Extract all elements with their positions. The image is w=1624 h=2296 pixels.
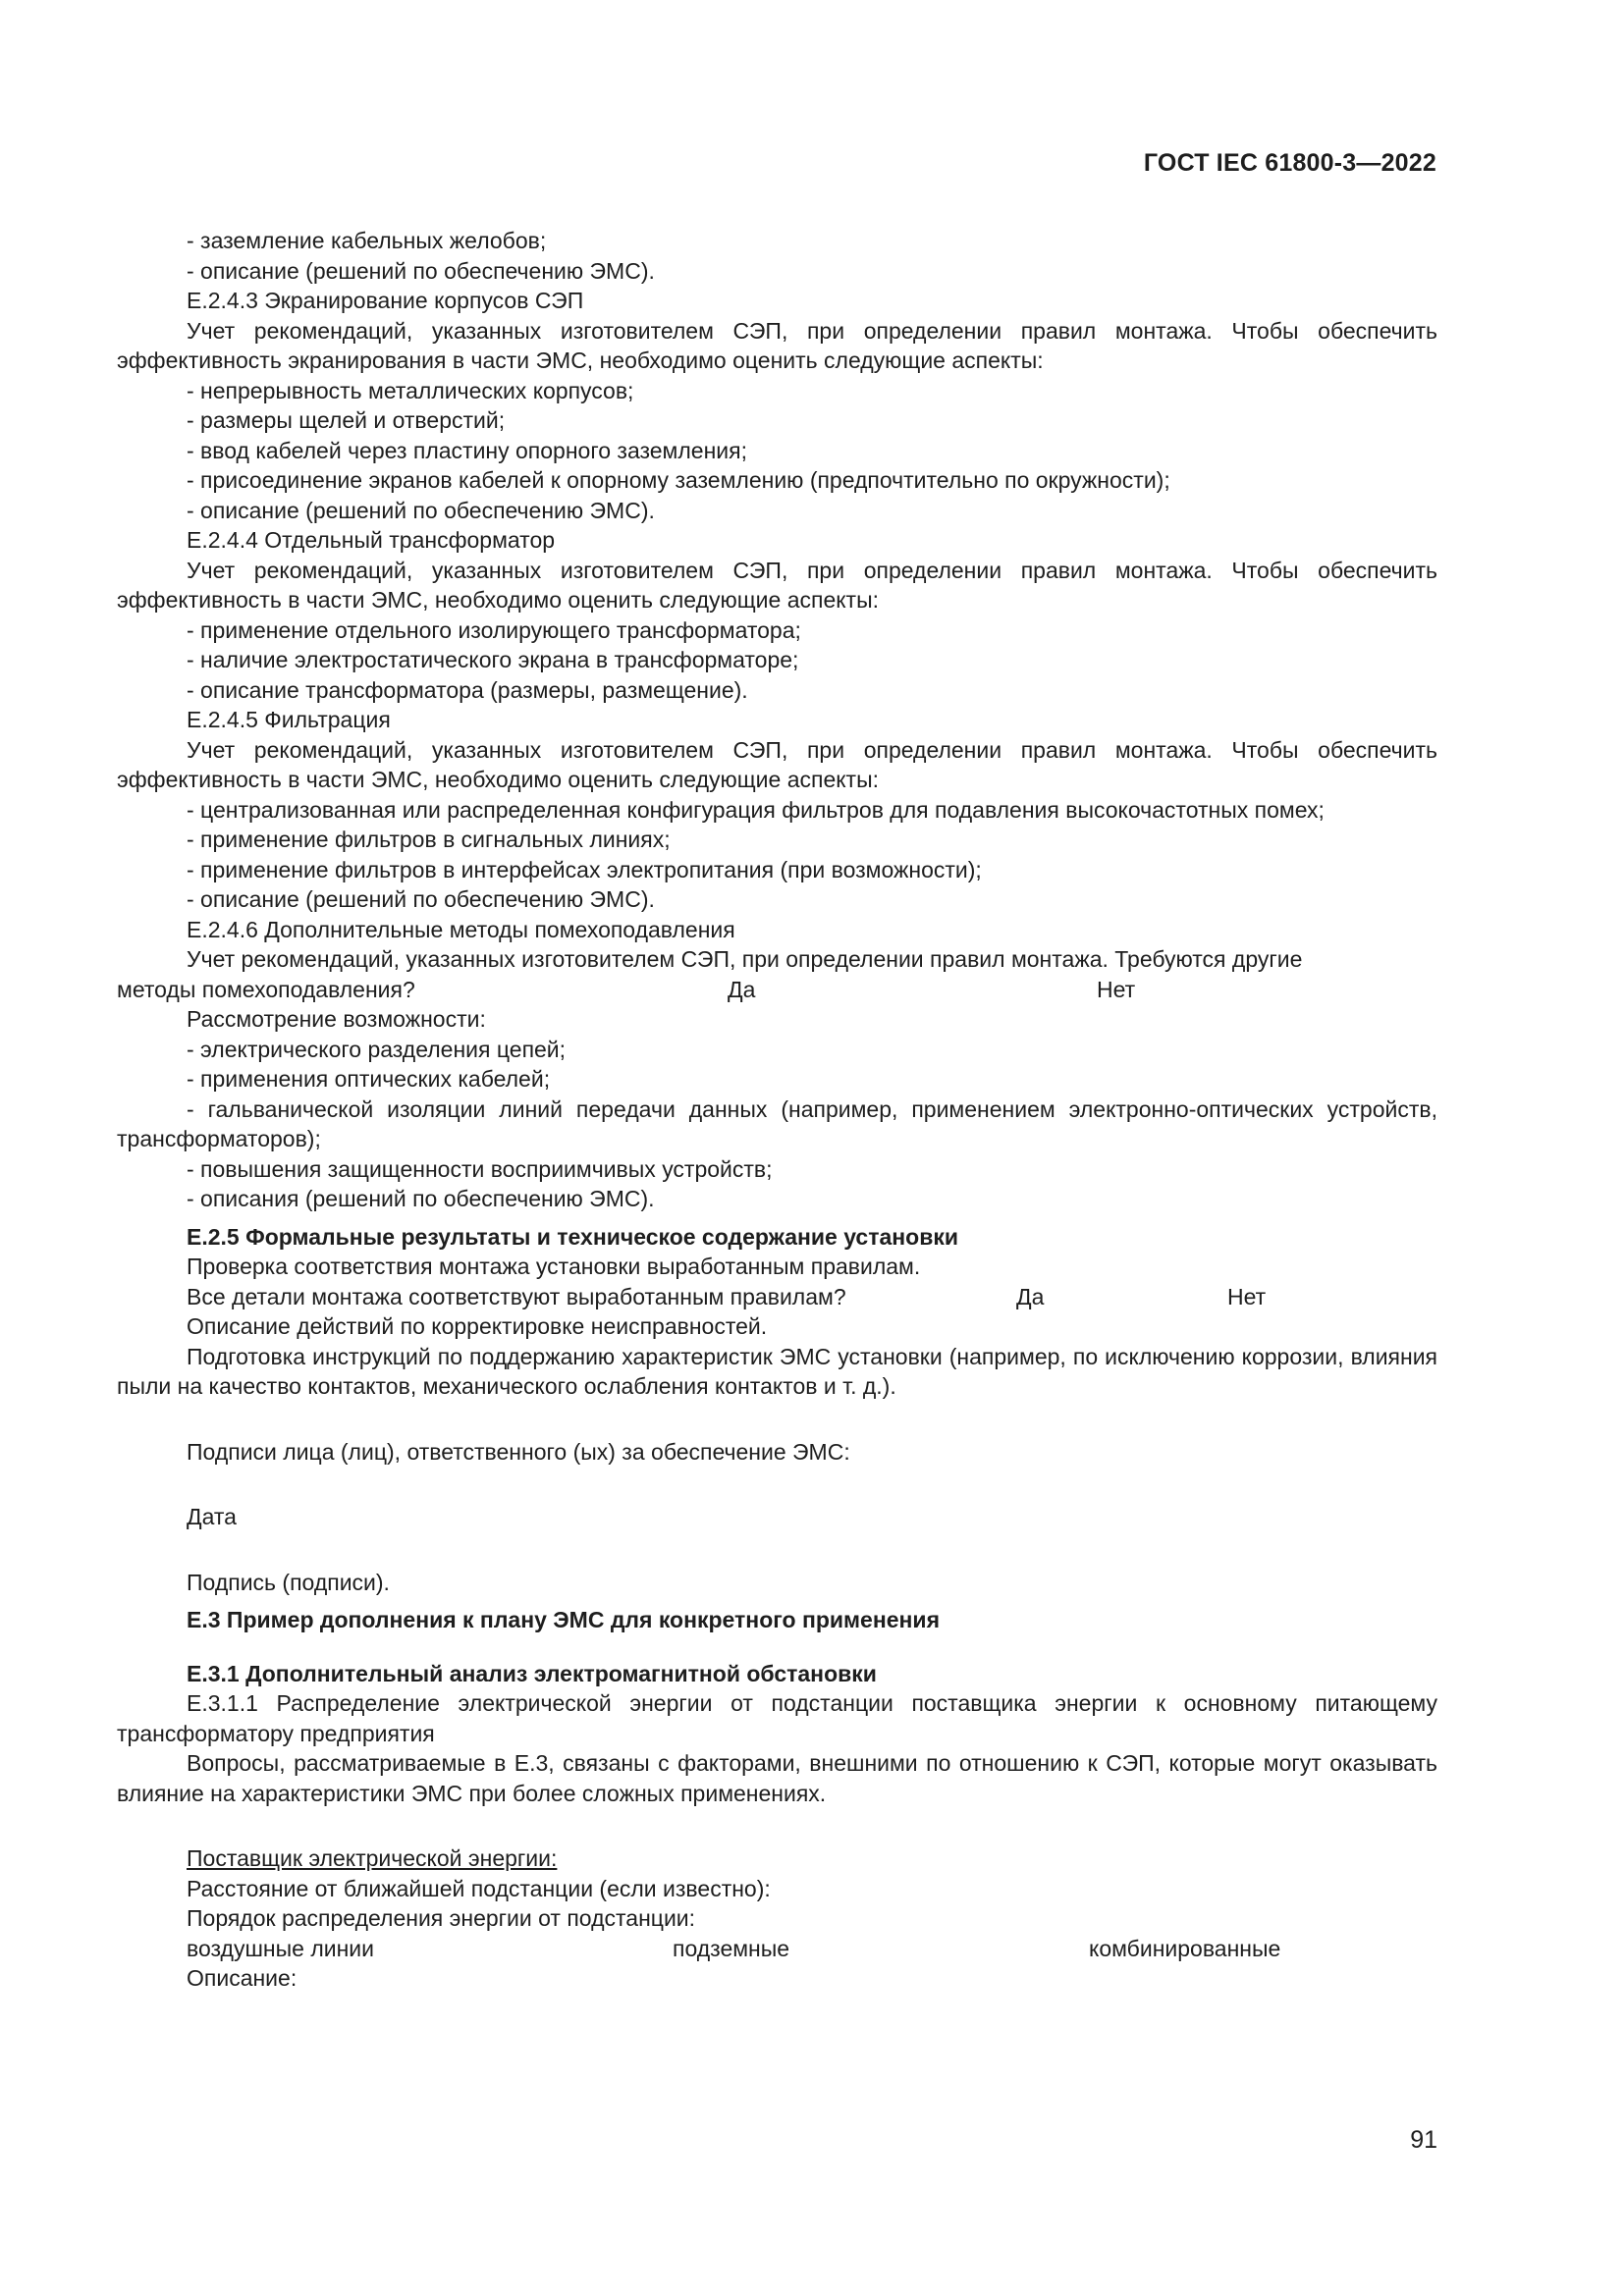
section-e25-para: Подготовка инструкций по поддержанию характеристик ЭМС установки (например, по исключению коррозии, влияния пыли на качество контактов, механического ослабления контактов и т. д.). <box>117 1343 1437 1399</box>
list-item: - наличие электростатического экрана в трансформаторе; <box>187 647 799 672</box>
option-yes[interactable]: Да <box>728 976 756 1002</box>
signatures-label: Подписи лица (лиц), ответственного (ых) за обеспечение ЭМС: <box>187 1438 850 1465</box>
list-item: - применения оптических кабелей; <box>187 1066 551 1092</box>
list-item: - размеры щелей и отверстий; <box>187 407 506 433</box>
document-body <box>117 226 1437 1994</box>
order-label: Порядок распределения энергии от подстанции: <box>187 1905 696 1931</box>
list-item: - ввод кабелей через пластину опорного заземления; <box>187 437 747 463</box>
list-item: - применение отдельного изолирующего трансформатора; <box>187 616 801 643</box>
list-item: - заземление кабельных желобов; <box>187 228 547 253</box>
list-item: - гальванической изоляции линий передачи данных (например, применением электронно-оптических устройств, трансформаторов); <box>117 1095 1437 1151</box>
section-e244-intro: Учет рекомендаций, указанных изготовителем СЭП, при определении правил монтажа. Чтобы обеспечить эффективность в части ЭМС, необходимо оценить следующие аспекты: <box>117 557 1437 613</box>
option-yes[interactable]: Да <box>1016 1283 1045 1309</box>
date-label: Дата <box>187 1504 237 1529</box>
signature-label: Подпись (подписи). <box>187 1569 390 1595</box>
list-item: - описание (решений по обеспечению ЭМС). <box>187 886 655 912</box>
section-e3-title: Е.3 Пример дополнения к плану ЭМС для конкретного применения <box>187 1607 940 1632</box>
list-item: - описание трансформатора (размеры, размещение). <box>187 676 748 703</box>
supplier-label: Поставщик электрической энергии: <box>187 1845 558 1871</box>
section-e311-title: Е.3.1.1 Распределение электрической энергии от подстанции поставщика энергии к основному питающему трансформатору предприятия <box>117 1690 1437 1746</box>
distribution-options <box>117 1934 1437 1964</box>
section-e31-title: Е.3.1 Дополнительный анализ электромагнитной обстановки <box>187 1660 877 1686</box>
question-text: методы помехоподавления? <box>117 976 415 1002</box>
option-underground[interactable]: подземные <box>673 1935 790 1961</box>
choice-row-compliance <box>117 1282 1437 1312</box>
section-e31-para: Вопросы, рассматриваемые в Е.3, связаны с факторами, внешними по отношению к СЭП, которые могут оказывать влияние на характеристики ЭМС при более сложных применениях. <box>117 1750 1437 1806</box>
list-item: - централизованная или распределенная конфигурация фильтров для подавления высокочастотных помех; <box>187 796 1325 823</box>
section-e25-title: Е.2.5 Формальные результаты и техническое содержание установки <box>187 1223 958 1250</box>
list-item: - повышения защищенности восприимчивых устройств; <box>187 1155 773 1182</box>
list-item: - электрического разделения цепей; <box>187 1036 567 1062</box>
choice-row-methods <box>117 975 1437 1005</box>
section-e245-intro: Учет рекомендаций, указанных изготовителем СЭП, при определении правил монтажа. Чтобы обеспечить эффективность в части ЭМС, необходимо оценить следующие аспекты: <box>117 736 1437 792</box>
option-no[interactable]: Нет <box>1227 1283 1267 1309</box>
option-combined[interactable]: комбинированные <box>1089 1935 1281 1961</box>
section-e245-title: Е.2.4.5 Фильтрация <box>187 707 391 732</box>
distance-label: Расстояние от ближайшей подстанции (если известно): <box>187 1875 771 1901</box>
section-e25-line3: Описание действий по корректировке неисправностей. <box>187 1313 768 1339</box>
section-e243-intro: Учет рекомендаций, указанных изготовителем СЭП, при определении правил монтажа. Чтобы обеспечить эффективность экранирования в части ЭМС, необходимо оценить следующие аспекты: <box>117 317 1437 373</box>
list-item: - применение фильтров в сигнальных линиях; <box>187 827 671 852</box>
document-header: ГОСТ IEC 61800-3—2022 <box>1143 149 1436 177</box>
list-item: - описание (решений по обеспечению ЭМС). <box>187 497 655 523</box>
list-item: - непрерывность металлических корпусов; <box>187 377 634 403</box>
consider-label: Рассмотрение возможности: <box>187 1006 486 1032</box>
page-number: 91 <box>1410 2126 1437 2154</box>
section-e25-line1: Проверка соответствия монтажа установки выработанным правилам. <box>187 1254 921 1279</box>
section-e246-title: Е.2.4.6 Дополнительные методы помехоподавления <box>187 916 735 942</box>
option-no[interactable]: Нет <box>1097 976 1136 1002</box>
list-item: - описание (решений по обеспечению ЭМС). <box>187 257 655 284</box>
question-text: Все детали монтажа соответствуют выработанным правилам? <box>187 1283 846 1309</box>
list-item: - описания (решений по обеспечению ЭМС). <box>187 1186 655 1211</box>
description-label: Описание: <box>187 1965 298 1991</box>
section-e243-title: Е.2.4.3 Экранирование корпусов СЭП <box>187 288 584 313</box>
list-item: - присоединение экранов кабелей к опорному заземлению (предпочтительно по окружности); <box>187 467 1170 493</box>
section-e244-title: Е.2.4.4 Отдельный трансформатор <box>187 527 556 553</box>
option-overhead[interactable]: воздушные линии <box>187 1935 374 1961</box>
list-item: - применение фильтров в интерфейсах электропитания (при возможности); <box>187 856 982 882</box>
section-e246-intro: Учет рекомендаций, указанных изготовителем СЭП, при определении правил монтажа. Требуются другие <box>187 946 1303 972</box>
